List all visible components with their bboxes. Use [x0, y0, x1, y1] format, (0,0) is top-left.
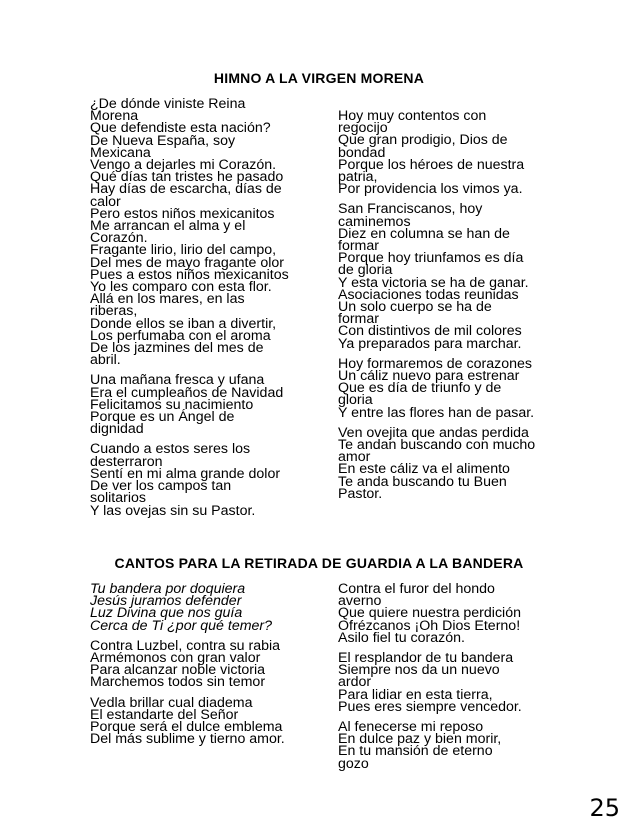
hymn-right-column	[338, 110, 535, 508]
verse-line: En tu mansión de eterno	[338, 743, 493, 760]
verse-line: Mexicana	[90, 144, 151, 161]
stanza	[90, 694, 285, 748]
verse-line: Cerca de Ti ¿por qué temer?	[90, 617, 273, 634]
stanza	[90, 372, 289, 438]
verse-line: Felicitamos su nacimiento	[90, 396, 254, 413]
verse-line: Hoy formaremos de corazones	[338, 355, 532, 372]
verse-line: Porque hoy triunfamos es día	[338, 250, 524, 267]
chants-title: CANTOS PARA LA RETIRADA DE GUARDIA A LA BANDERA	[114, 555, 524, 571]
verse-line: Qué días tan tristes he pasado	[90, 169, 284, 186]
verse-line: patria,	[338, 169, 378, 186]
stanza	[338, 355, 535, 421]
verse-line: Contra Luzbel, contra su rabia	[90, 637, 281, 654]
verse-line: Y entre las flores han de pasar.	[338, 404, 535, 421]
verse-line: San Franciscanos, hoy	[338, 201, 483, 218]
verse-line: Hoy muy contentos con	[338, 108, 487, 124]
verse-line: Hay días de escarcha, días de	[90, 181, 282, 198]
verse-line: formar	[338, 311, 379, 328]
verse-line: Del más sublime y tierno amor.	[90, 731, 285, 748]
stanza	[338, 424, 536, 502]
verse-line: De ver los campos tan	[90, 478, 232, 495]
stanza	[338, 201, 535, 352]
verse-line: Cuando a estos seres los	[90, 441, 251, 458]
verse-line: Diez en columna se han de	[338, 225, 510, 242]
verse-line: Un cáliz nuevo para estrenar	[338, 368, 520, 385]
stanza	[90, 441, 289, 519]
verse-line: Armémonos con gran valor	[90, 650, 261, 667]
verse-line: El resplandor de tu bandera	[338, 650, 514, 667]
verse-line: averno	[338, 593, 382, 610]
verse-line: abril.	[90, 352, 121, 369]
verse-line: Morena	[90, 108, 139, 125]
verse-line: En dulce paz y bien morir,	[338, 731, 502, 748]
verse-line: Contra el furor del hondo	[338, 581, 495, 597]
verse-line: Jesús juramos defender	[90, 593, 242, 610]
verse-line: Pues a estos niños mexicanitos	[90, 266, 289, 283]
verse-line: Corazón.	[90, 230, 148, 247]
verse-line: Con distintivos de mil colores	[338, 323, 522, 340]
verse-line: Ven ovejita que andas perdida	[338, 424, 529, 441]
verse-line: Ya preparados para marchar.	[338, 335, 522, 352]
verse-line: El estandarte del Señor	[90, 706, 239, 723]
verse-line: dignidad	[90, 421, 144, 438]
stanza	[338, 108, 535, 198]
hymn-left-column	[90, 98, 289, 525]
verse-line: Y las ovejas sin su Pastor.	[90, 502, 256, 519]
verse-line: Asilo fiel tu corazón.	[338, 629, 465, 646]
verse-line: Marchemos todos sin temor	[90, 674, 266, 691]
hymn-title: HIMNO A LA VIRGEN MORENA	[213, 70, 425, 86]
verse-line: amor	[338, 449, 371, 466]
stanza	[90, 583, 285, 632]
verse-line: Me arrancan el alma y el	[90, 218, 246, 235]
verse-line: gozo	[338, 755, 369, 772]
verse-line: De Nueva España, soy	[90, 132, 236, 149]
verse-line: desterraron	[90, 453, 163, 470]
verse-line: Al fenecerse mi reposo	[338, 719, 484, 736]
chants-left-column	[90, 583, 285, 753]
verse-line: Fragante lirio, lirio del campo,	[90, 242, 277, 259]
verse-line: calor	[90, 193, 121, 210]
verse-line: En este cáliz va el alimento	[338, 461, 510, 478]
verse-line: Que defendiste esta nación?	[90, 120, 271, 137]
verse-line: Que gran prodigio, Dios de	[338, 132, 508, 149]
verse-line: Que quiere nuestra perdición	[338, 605, 521, 622]
stanza	[338, 583, 522, 644]
verse-line: Porque será el dulce emblema	[90, 719, 283, 736]
verse-line: gloria	[338, 392, 373, 409]
verse-line: Te andan buscando con mucho	[338, 437, 536, 454]
stanza	[90, 637, 285, 691]
verse-line: Ofrézcanos ¡Oh Dios Eterno!	[338, 617, 521, 634]
verse-line: Y esta victoria se ha de ganar.	[338, 274, 529, 291]
verse-line: Allá en los mares, en las	[90, 291, 245, 308]
verse-line: formar	[338, 238, 379, 255]
verse-line: Del mes de mayo fragante olor	[90, 254, 284, 271]
verse-line: Para lidiar en esta tierra,	[338, 686, 493, 703]
verse-line: bondad	[338, 144, 386, 161]
verse-line: De los jazmines del mes de	[90, 340, 264, 357]
verse-line: Vedla brillar cual diadema	[90, 694, 253, 711]
verse-line: Una mañana fresca y ufana	[90, 372, 265, 389]
stanza	[338, 652, 522, 713]
verse-line: Pastor.	[338, 485, 383, 502]
chants-right-column	[338, 583, 522, 778]
verse-line: Te anda buscando tu Buen	[338, 473, 507, 490]
verse-line: Un solo cuerpo se ha de	[338, 299, 492, 316]
verse-line: Yo les comparo con esta flor.	[90, 279, 272, 296]
verse-line: Porque los héroes de nuestra	[338, 156, 525, 173]
verse-line: regocijo	[338, 120, 388, 137]
stanza	[90, 96, 289, 369]
verse-line: Donde ellos se iban a divertir,	[90, 315, 277, 332]
verse-line: Sentí en mi alma grande dolor	[90, 465, 281, 482]
verse-line: riberas,	[90, 303, 138, 320]
verse-line: solitarios	[90, 490, 146, 507]
verse-line: Que es día de triunfo y de	[338, 380, 502, 397]
verse-line: Porque es un Ángel de	[90, 409, 235, 426]
verse-line: de gloria	[338, 262, 393, 279]
verse-line: Pero estos niños mexicanitos	[90, 205, 275, 222]
verse-line: Luz Divina que nos guía	[90, 605, 243, 622]
verse-line: Los perfumaba con el aroma	[90, 327, 271, 344]
verse-line: caminemos	[338, 213, 411, 230]
verse-line: ardor	[338, 674, 372, 691]
verse-line: Vengo a dejarles mi Corazón.	[90, 157, 277, 174]
verse-line: Para alcanzar noble victoria	[90, 662, 266, 679]
verse-line: Tu bandera por doquiera	[90, 581, 246, 597]
page-number: 25	[589, 794, 620, 822]
verse-line: Siempre nos da un nuevo	[338, 662, 500, 679]
verse-line: Asociaciones todas reunidas	[338, 286, 519, 303]
verse-line: Por providencia los vimos ya.	[338, 181, 523, 198]
verse-line: Era el cumpleaños de Navidad	[90, 384, 284, 401]
verse-line: Pues eres siempre vencedor.	[338, 698, 522, 715]
verse-line: ¿De dónde viniste Reina	[90, 96, 246, 112]
stanza	[338, 721, 522, 770]
